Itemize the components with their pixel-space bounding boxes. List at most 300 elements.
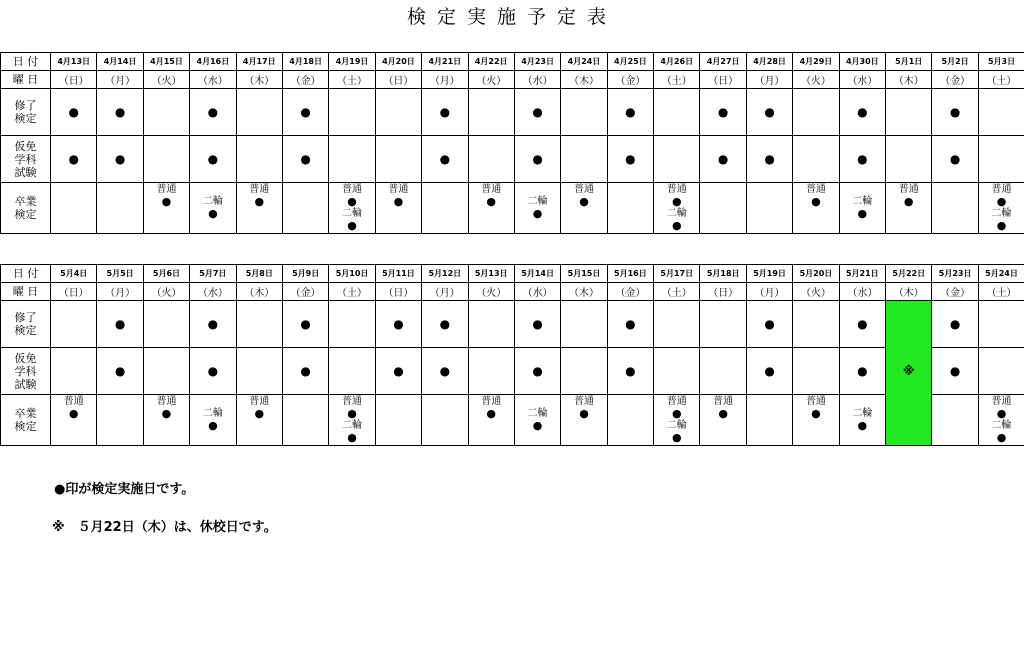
futsu-dot: ● [254,407,265,420]
provisional-license-test-label-line: 仮免 [14,139,37,153]
provisional-license-test-cell [143,136,189,183]
provisional-license-test-cell [700,348,746,395]
date-cell: 5月5日 [97,265,143,283]
completion-exam-cell [607,301,653,348]
weekday-cell: （木） [886,283,932,301]
exam-dot: ● [68,152,79,166]
provisional-license-test-cell [978,348,1024,395]
provisional-license-test-cell [839,136,885,183]
exam-dot: ● [207,364,219,378]
graduation-exam-cell [514,183,560,234]
provisional-license-test-cell [514,136,560,183]
completion-exam-cell [561,89,607,136]
nirin-label: 二輪 [527,408,548,419]
exam-dot: ● [949,105,961,119]
graduation-exam-row [1,395,1024,446]
graduation-entries [793,395,838,420]
graduation-exam-cell [329,395,375,446]
date-cell: 5月6日 [143,265,189,283]
exam-dot: ● [393,317,404,331]
date-cell: 5月13日 [468,265,514,283]
provisional-license-test-cell [793,136,839,183]
weekday-cell: （金） [607,71,653,89]
completion-exam-row [1,89,1024,136]
completion-exam-label-line: 修了 [14,99,37,112]
provisional-license-test-cell [375,348,421,395]
futsu-label: 普通 [342,396,363,407]
completion-exam-cell [561,301,607,348]
completion-exam-cell [839,301,885,348]
graduation-entries [932,183,977,184]
graduation-entries [561,183,606,208]
date-cell: 5月10日 [329,265,375,283]
futsu-label: 普通 [481,396,502,407]
weekday-cell: （水） [190,71,236,89]
provisional-license-test-cell [932,136,978,183]
date-cell: 4月24日 [561,53,607,71]
futsu-dot: ● [996,195,1007,208]
graduation-exam-cell [793,395,839,446]
graduation-exam-cell [561,395,607,446]
provisional-license-test-cell [468,136,514,183]
completion-exam-label [1,89,51,136]
exam-dot: ● [439,364,451,378]
graduation-entries [654,395,699,444]
graduation-entries [144,395,189,420]
exam-dot: ● [114,317,126,331]
completion-exam-cell [329,89,375,136]
graduation-exam-cell [654,395,700,446]
weekday-cell: （日） [375,71,421,89]
completion-exam-cell [886,89,932,136]
provisional-license-test-cell [746,136,792,183]
futsu-dot: ● [718,407,728,420]
date-cell: 5月20日 [793,265,839,283]
graduation-exam-cell [793,183,839,234]
weekday-cell: （木） [561,71,607,89]
provisional-license-test-label [1,136,51,183]
exam-dot: ● [114,364,126,378]
graduation-entries [840,395,885,432]
graduation-entries [329,395,374,444]
graduation-exam-cell [190,183,236,234]
weekday-cell: （日） [375,283,421,301]
provisional-license-test-cell [468,348,514,395]
completion-exam-cell [932,301,978,348]
date-cell: 4月15日 [143,53,189,71]
completion-exam-label [1,301,51,348]
provisional-license-test-label-line: 試験 [14,165,37,179]
nirin-dot: ● [208,207,218,220]
graduation-entries [840,183,885,220]
provisional-license-test-cell [97,136,143,183]
weekday-cell: （土） [654,283,700,301]
graduation-exam-cell [886,183,932,234]
provisional-license-test-cell [190,348,236,395]
graduation-exam-cell [236,183,282,234]
date-label: 日 付 [1,53,51,71]
date-cell: 5月9日 [282,265,328,283]
weekday-cell: （火） [793,283,839,301]
graduation-exam-cell [514,395,560,446]
exam-dot: ● [625,152,636,166]
graduation-entries [793,183,838,208]
nirin-label: 二輪 [991,420,1012,431]
graduation-entries [561,395,606,420]
graduation-entries [190,395,235,432]
graduation-exam-cell [97,183,143,234]
graduation-exam-cell [329,183,375,234]
futsu-label: 普通 [898,184,919,195]
holiday-cell [886,301,932,348]
completion-exam-cell [236,89,282,136]
exam-dot: ● [532,317,543,331]
date-cell: 5月23日 [932,265,978,283]
weekday-cell: （火） [468,71,514,89]
weekday-cell: （火） [143,71,189,89]
date-cell: 5月24日 [978,265,1024,283]
weekday-cell: （土） [978,71,1024,89]
graduation-exam-label-line: 検定 [14,208,37,221]
nirin-dot: ● [671,219,682,232]
provisional-license-test-label-line: 仮免 [14,351,37,365]
graduation-entries [283,183,328,184]
exam-dot: ● [764,105,775,119]
date-cell: 5月14日 [514,265,560,283]
provisional-license-test-cell [422,348,468,395]
futsu-dot: ● [486,407,497,420]
futsu-label: 普通 [156,184,177,195]
graduation-entries [97,183,142,184]
graduation-exam-label-line: 卒業 [14,195,37,208]
weekday-cell: （日） [700,71,746,89]
provisional-license-test-cell [282,136,328,183]
completion-exam-cell [422,89,468,136]
graduation-entries [700,395,745,420]
date-cell: 5月18日 [700,265,746,283]
futsu-dot: ● [347,407,357,420]
weekday-label: 曜 日 [1,283,51,301]
date-cell: 4月17日 [236,53,282,71]
graduation-exam-cell [978,183,1024,234]
exam-dot: ● [300,317,311,331]
graduation-entries [886,395,931,396]
provisional-license-test-cell [329,136,375,183]
completion-exam-cell [51,301,97,348]
completion-exam-cell [282,301,328,348]
futsu-label: 普通 [713,396,734,407]
graduation-entries [469,395,514,420]
completion-exam-cell [190,89,236,136]
date-label: 日 付 [1,265,51,283]
graduation-exam-cell [51,395,97,446]
exam-dot: ● [300,152,311,166]
date-cell: 4月16日 [190,53,236,71]
weekday-cell: （水） [839,71,885,89]
graduation-entries [237,395,282,420]
completion-exam-cell [236,301,282,348]
exam-dot: ● [532,105,543,119]
graduation-entries [608,183,653,184]
date-cell: 4月18日 [282,53,328,71]
graduation-exam-cell [422,395,468,446]
date-cell: 5月15日 [561,265,607,283]
weekday-cell: （水） [190,283,236,301]
exam-dot: ● [949,364,961,378]
exam-dot: ● [764,152,775,166]
nirin-label: 二輪 [852,196,873,207]
nirin-dot: ● [857,207,868,220]
completion-exam-cell [143,301,189,348]
futsu-dot: ● [903,195,914,208]
graduation-exam-cell [607,183,653,234]
completion-exam-cell [746,89,792,136]
graduation-exam-cell [97,395,143,446]
completion-exam-cell [793,301,839,348]
graduation-entries [469,183,514,208]
nirin-label: 二輪 [666,208,687,219]
completion-exam-cell [978,89,1024,136]
weekday-cell: （金） [607,283,653,301]
futsu-dot: ● [393,195,404,208]
holiday-mark: ※ [902,364,915,378]
graduation-exam-cell [700,183,746,234]
completion-exam-cell [793,89,839,136]
exam-dot: ● [300,364,311,378]
date-cell: 4月28日 [746,53,792,71]
nirin-dot: ● [532,207,543,220]
futsu-dot: ● [996,407,1007,420]
futsu-dot: ● [811,195,821,208]
graduation-exam-cell [143,395,189,446]
date-row [1,53,1024,71]
nirin-label: 二輪 [202,408,223,419]
graduation-entries [97,395,142,396]
provisional-license-test-cell [839,348,885,395]
weekday-cell: （火） [793,71,839,89]
completion-exam-cell [282,89,328,136]
nirin-label: 二輪 [991,208,1012,219]
date-cell: 4月30日 [839,53,885,71]
provisional-license-test-cell [700,136,746,183]
graduation-exam-label-line: 卒業 [14,407,37,420]
graduation-exam-cell [700,395,746,446]
date-cell: 5月1日 [886,53,932,71]
provisional-license-test-cell [51,348,97,395]
weekday-cell: （木） [236,71,282,89]
futsu-label: 普通 [481,184,502,195]
date-cell: 5月11日 [375,265,421,283]
weekday-cell: （土） [978,283,1024,301]
graduation-exam-cell [282,183,328,234]
graduation-exam-cell [839,395,885,446]
provisional-license-test-cell [561,348,607,395]
completion-exam-label-line: 検定 [14,324,37,337]
graduation-entries [747,395,792,396]
nirin-label: 二輪 [342,208,363,219]
futsu-label: 普通 [805,184,826,195]
weekday-cell: （月） [422,71,468,89]
graduation-entries [422,395,467,396]
futsu-label: 普通 [388,184,409,195]
futsu-label: 普通 [573,396,594,407]
graduation-entries [515,395,560,432]
completion-exam-cell [468,89,514,136]
provisional-license-test-cell [793,348,839,395]
exam-dot: ● [625,105,636,119]
exam-dot: ● [207,105,219,119]
provisional-license-test-cell [514,348,560,395]
exam-dot: ● [207,317,219,331]
graduation-exam-cell [51,183,97,234]
futsu-dot: ● [254,195,265,208]
provisional-license-test-cell [329,348,375,395]
date-cell: 5月17日 [654,265,700,283]
futsu-dot: ● [671,407,682,420]
futsu-label: 普通 [666,396,687,407]
graduation-entries [237,183,282,208]
weekday-cell: （水） [514,283,560,301]
date-cell: 5月22日 [886,265,932,283]
graduation-entries [329,183,374,232]
nirin-label: 二輪 [202,196,223,207]
futsu-dot: ● [671,195,682,208]
weekday-cell: （日） [700,283,746,301]
nirin-label: 二輪 [527,196,548,207]
exam-dot: ● [114,105,126,119]
graduation-exam-cell [190,395,236,446]
completion-exam-label-line: 検定 [14,112,37,125]
provisional-license-test-cell [654,136,700,183]
date-row [1,265,1024,283]
date-cell: 4月25日 [607,53,653,71]
date-cell: 5月21日 [839,265,885,283]
exam-dot: ● [68,105,79,119]
provisional-license-test-cell [236,136,282,183]
exam-dot: ● [439,105,451,119]
exam-dot: ● [857,105,868,119]
nirin-dot: ● [208,419,218,432]
futsu-label: 普通 [342,184,363,195]
provisional-license-test-cell [561,136,607,183]
provisional-license-test-cell [51,136,97,183]
date-cell: 4月14日 [97,53,143,71]
graduation-exam-cell [375,395,421,446]
futsu-label: 普通 [249,396,270,407]
futsu-dot: ● [347,195,357,208]
exam-dot: ● [625,317,636,331]
graduation-entries [979,395,1024,444]
weekday-cell: （木） [886,71,932,89]
date-cell: 5月19日 [746,265,792,283]
date-cell: 5月16日 [607,265,653,283]
graduation-entries [376,395,421,396]
futsu-label: 普通 [991,396,1012,407]
futsu-dot: ● [811,407,821,420]
exam-dot: ● [532,152,543,166]
graduation-exam-cell [282,395,328,446]
completion-exam-cell [700,301,746,348]
completion-exam-cell [654,301,700,348]
weekday-cell: （火） [468,283,514,301]
provisional-license-test-cell [282,348,328,395]
provisional-license-test-cell [97,348,143,395]
completion-exam-cell [375,89,421,136]
date-cell: 4月26日 [654,53,700,71]
futsu-label: 普通 [666,184,687,195]
provisional-license-test-cell [607,348,653,395]
provisional-license-test-cell [422,136,468,183]
graduation-exam-label [1,183,51,234]
nirin-label: 二輪 [666,420,687,431]
exam-dot: ● [207,152,219,166]
exam-dot: ● [949,317,961,331]
provisional-license-test-cell [886,136,932,183]
graduation-exam-cell [375,183,421,234]
date-cell: 4月27日 [700,53,746,71]
date-cell: 4月21日 [422,53,468,71]
completion-exam-cell [932,89,978,136]
completion-exam-cell [978,301,1024,348]
completion-exam-label-line: 修了 [14,311,37,324]
exam-dot: ● [857,317,868,331]
exam-dot: ● [300,105,311,119]
completion-exam-cell [143,89,189,136]
exam-dot: ● [717,105,729,119]
graduation-exam-cell [978,395,1024,446]
completion-exam-cell [746,301,792,348]
futsu-label: 普通 [805,396,826,407]
weekday-cell: （月） [746,71,792,89]
graduation-exam-cell [422,183,468,234]
graduation-entries [747,183,792,184]
completion-exam-cell [607,89,653,136]
weekday-cell: （金） [932,71,978,89]
date-cell: 4月29日 [793,53,839,71]
graduation-entries [422,183,467,184]
graduation-entries [51,395,96,420]
nirin-dot: ● [996,431,1007,444]
date-cell: 4月22日 [468,53,514,71]
futsu-dot: ● [161,195,172,208]
date-cell: 4月20日 [375,53,421,71]
exam-dot: ● [764,364,775,378]
date-cell: 4月13日 [51,53,97,71]
nirin-dot: ● [671,431,682,444]
futsu-label: 普通 [991,184,1012,195]
graduation-entries [376,183,421,208]
completion-exam-row [1,301,1024,348]
graduation-exam-cell [746,395,792,446]
exam-dot: ● [439,317,451,331]
weekday-cell: （日） [51,71,97,89]
graduation-entries [932,395,977,396]
graduation-exam-cell [932,395,978,446]
date-cell: 4月23日 [514,53,560,71]
nirin-dot: ● [532,419,543,432]
completion-exam-cell [700,89,746,136]
graduation-exam-cell [839,183,885,234]
provisional-license-test-label-line: 試験 [14,377,37,391]
weekday-cell: （火） [143,283,189,301]
weekday-row [1,71,1024,89]
weekday-row [1,283,1024,301]
completion-exam-cell [514,301,560,348]
graduation-exam-cell [932,183,978,234]
completion-exam-cell [97,301,143,348]
graduation-entries [608,395,653,396]
exam-dot: ● [857,364,868,378]
